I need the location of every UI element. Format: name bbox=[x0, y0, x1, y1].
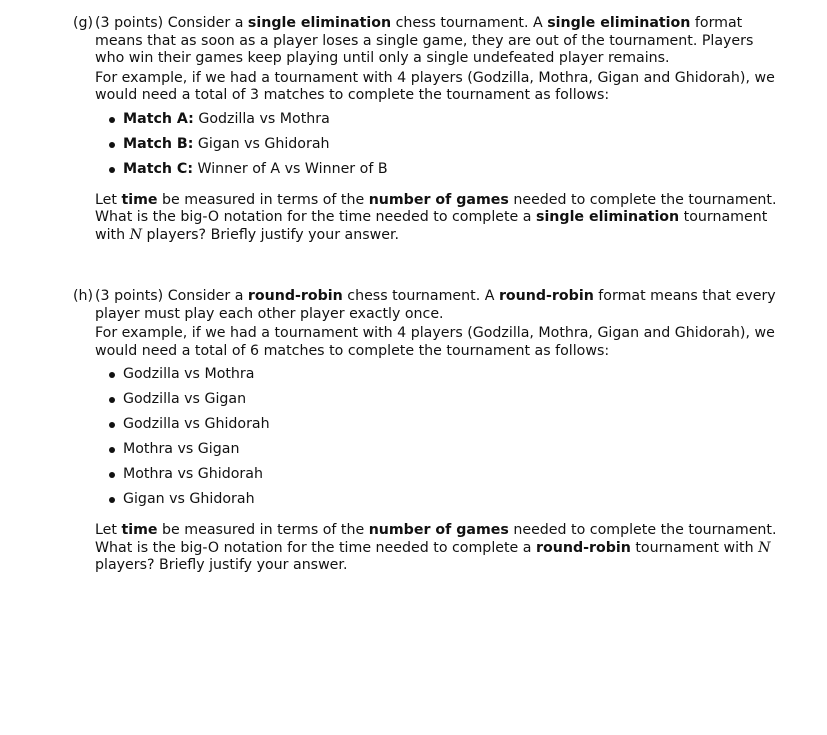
match-text: Winner of A vs Winner of B bbox=[193, 160, 388, 177]
intro-text: chess tournament. A bbox=[391, 15, 548, 31]
match-label: Match B: bbox=[123, 135, 194, 152]
question-bold-term: number of games bbox=[368, 191, 509, 208]
question-text: players? Briefly justify your answer. bbox=[142, 226, 400, 243]
list-item: Godzilla vs Ghidorah bbox=[123, 416, 779, 441]
intro-bold-term: round-robin bbox=[247, 288, 343, 304]
question-paragraph bbox=[95, 522, 779, 575]
list-item: Gigan vs Ghidorah bbox=[123, 491, 779, 516]
list-item: Mothra vs Gigan bbox=[123, 441, 779, 466]
question-label: (h) bbox=[73, 288, 94, 304]
question-bold-term: round-robin bbox=[536, 539, 631, 556]
list-item: Godzilla vs Mothra bbox=[123, 366, 779, 391]
question-bold-term: number of games bbox=[368, 522, 509, 538]
question-bold-term: single elimination bbox=[536, 209, 680, 225]
question-text: be measured in terms of the bbox=[157, 191, 369, 208]
intro-bold-term: round-robin bbox=[498, 288, 594, 304]
question-bold-term: time bbox=[121, 522, 158, 538]
match-text: Godzilla vs Mothra bbox=[193, 110, 330, 127]
question-text: be measured in terms of the bbox=[157, 522, 369, 538]
match-list bbox=[73, 366, 779, 516]
intro-text: Consider a bbox=[167, 288, 248, 304]
math-variable: N bbox=[758, 539, 771, 556]
question-paragraph bbox=[95, 192, 779, 245]
question-text: needed to complete the tournament. What is the big-O notation for the time needed to complete a bbox=[95, 191, 777, 225]
intro-bold-term: single elimination bbox=[547, 15, 691, 31]
question-text: players? Briefly justify your answer. bbox=[95, 557, 348, 573]
question-label: (g) bbox=[73, 15, 94, 31]
question-bold-term: time bbox=[121, 191, 158, 208]
question-h-intro bbox=[73, 288, 779, 323]
question-h bbox=[73, 288, 779, 575]
match-label: Match A: bbox=[123, 110, 194, 127]
list-item: Mothra vs Ghidorah bbox=[123, 466, 779, 491]
points-label: (3 points) bbox=[95, 15, 164, 31]
match-text: Gigan vs Ghidorah bbox=[193, 135, 330, 152]
intro-text: format means that every player must play each other player exactly once. bbox=[95, 288, 776, 322]
list-item: Godzilla vs Gigan bbox=[123, 391, 779, 416]
question-text: needed to complete the tournament. What is the big-O notation for the time needed to complete a bbox=[95, 522, 777, 556]
intro-bold-term: single elimination bbox=[247, 15, 392, 31]
points-label: (3 points) bbox=[95, 288, 164, 304]
intro-text: Consider a bbox=[167, 15, 248, 31]
list-item bbox=[123, 161, 779, 186]
question-text: tournament with bbox=[95, 209, 768, 243]
list-item bbox=[123, 111, 779, 136]
list-item bbox=[123, 136, 779, 161]
example-paragraph: For example, if we had a tournament with 4 players (Godzilla, Mothra, Gigan and Ghidorah), we would need a total of 6 matches to complete the tournament as follows: bbox=[95, 325, 775, 359]
example-paragraph: For example, if we had a tournament with 4 players (Godzilla, Mothra, Gigan and Ghidorah), we would need a total of 3 matches to complete the tournament as follows: bbox=[95, 69, 775, 103]
intro-text: chess tournament. A bbox=[342, 288, 499, 304]
question-g bbox=[73, 15, 779, 244]
intro-text: format means that as soon as a player loses a single game, they are out of the tournament. Players who win their games keep playing until only a single undefeated player remains. bbox=[95, 15, 754, 66]
question-text: tournament with bbox=[630, 539, 759, 556]
match-list bbox=[73, 111, 779, 186]
question-text: Let bbox=[95, 522, 122, 538]
question-text: Let bbox=[95, 191, 122, 208]
math-variable: N bbox=[129, 226, 143, 243]
question-g-intro bbox=[73, 15, 779, 68]
match-label: Match C: bbox=[123, 160, 194, 177]
